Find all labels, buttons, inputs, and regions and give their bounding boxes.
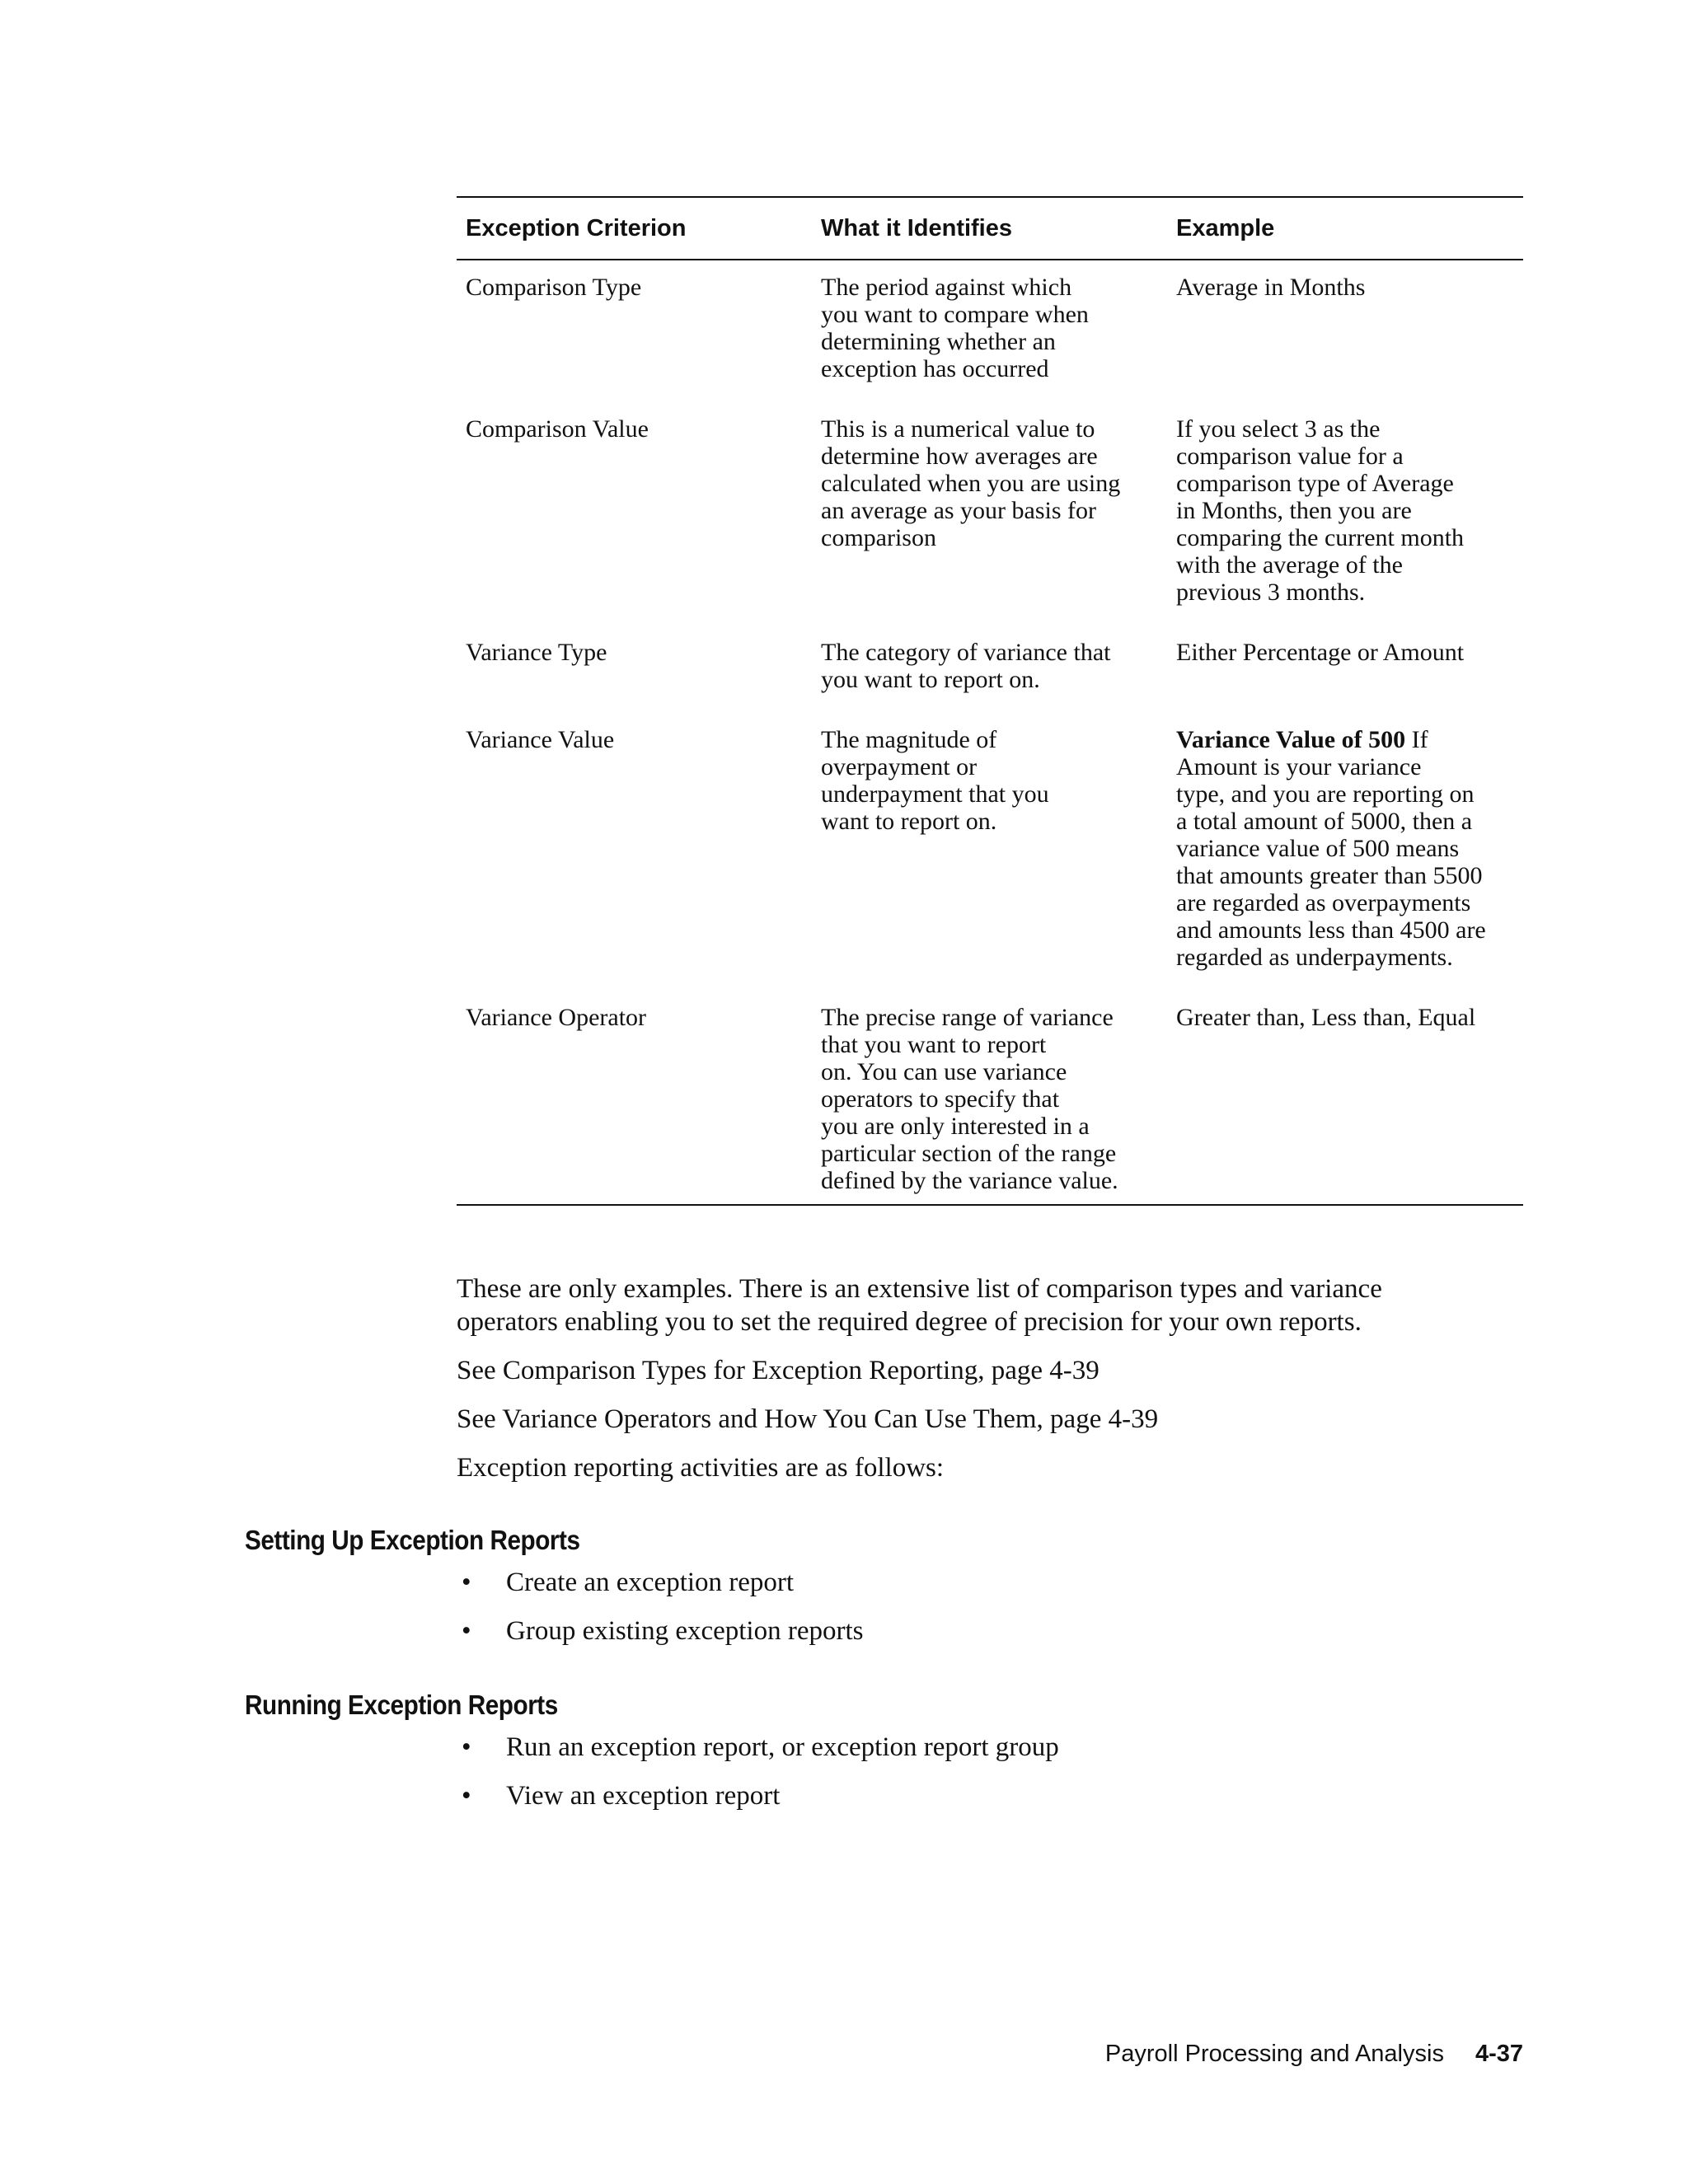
cell-line: on. You can use variance bbox=[821, 1058, 1067, 1085]
cell-line: a total amount of 5000, then a bbox=[1176, 808, 1473, 835]
cell-line: underpayment that you bbox=[821, 780, 1049, 808]
header-example: Example bbox=[1176, 214, 1275, 241]
cell-line: determining whether an bbox=[821, 328, 1056, 355]
intro-paragraph bbox=[457, 1272, 1528, 1338]
cell-line: determine how averages are bbox=[821, 443, 1098, 470]
cell-line: particular section of the range bbox=[821, 1140, 1117, 1167]
bullet-text: Create an exception report bbox=[506, 1568, 795, 1597]
cell-example bbox=[1167, 726, 1523, 971]
cell-line: The magnitude of bbox=[821, 726, 997, 753]
cell-line: previous 3 months. bbox=[1176, 579, 1366, 606]
cell-line: defined by the variance value. bbox=[821, 1167, 1118, 1194]
cell-line: want to report on. bbox=[821, 808, 997, 835]
cell-line: The category of variance that bbox=[821, 639, 1111, 666]
cell-example bbox=[1167, 1004, 1523, 1031]
cell-identifies bbox=[812, 726, 1167, 835]
cell-line: you are only interested in a bbox=[821, 1113, 1090, 1140]
intro-line-2: operators enabling you to set the required degree of precision for your own reports. bbox=[457, 1307, 1362, 1337]
cell-line: Amount is your variance bbox=[1176, 753, 1422, 780]
list-item bbox=[457, 1731, 1059, 1764]
header-exception-criterion: Exception Criterion bbox=[466, 214, 687, 241]
cell-line: you want to compare when bbox=[821, 301, 1089, 328]
cell-identifies bbox=[812, 415, 1167, 551]
cell-criterion: Variance Value bbox=[466, 726, 615, 753]
cell-line: Either Percentage or Amount bbox=[1176, 639, 1465, 666]
table-header-row bbox=[457, 198, 1523, 260]
activities-intro: Exception reporting activities are as follows: bbox=[457, 1453, 945, 1483]
example-bold-lead: Variance Value of 500 bbox=[1176, 726, 1406, 753]
exception-criteria-table bbox=[457, 196, 1523, 1206]
cell-example bbox=[1167, 415, 1523, 606]
cell-line: The period against which bbox=[821, 274, 1072, 301]
bullet-text: View an exception report bbox=[506, 1781, 781, 1811]
cell-identifies bbox=[812, 1004, 1167, 1194]
list-item bbox=[457, 1779, 780, 1812]
bullet-text: Group existing exception reports bbox=[506, 1616, 864, 1646]
cell-criterion: Variance Type bbox=[466, 639, 607, 666]
page-number: 4-37 bbox=[1475, 2041, 1523, 2067]
section-heading-setting-up: Setting Up Exception Reports bbox=[245, 1525, 580, 1555]
cell-line: regarded as underpayments. bbox=[1176, 944, 1453, 971]
table-body bbox=[457, 260, 1523, 1204]
cell-line bbox=[1176, 726, 1517, 753]
cell-criterion: Variance Operator bbox=[466, 1004, 647, 1031]
cell-criterion: Comparison Value bbox=[466, 415, 649, 443]
table-row bbox=[457, 274, 1523, 382]
cell-line: an average as your basis for bbox=[821, 497, 1097, 524]
cell-example bbox=[1167, 274, 1523, 301]
cell-line: variance value of 500 means bbox=[1176, 835, 1460, 862]
cell-line: exception has occurred bbox=[821, 355, 1049, 382]
example-text: If bbox=[1405, 726, 1428, 753]
cell-line: comparing the current month bbox=[1176, 524, 1465, 551]
cell-line: The precise range of variance bbox=[821, 1004, 1114, 1031]
table-row bbox=[457, 1004, 1523, 1194]
cell-line: comparison bbox=[821, 524, 936, 551]
bullet-marker: • bbox=[462, 1568, 471, 1597]
cell-line: If you select 3 as the bbox=[1176, 415, 1381, 443]
cell-line: you want to report on. bbox=[821, 666, 1040, 693]
cell-line: Greater than, Less than, Equal bbox=[1176, 1004, 1476, 1031]
list-item bbox=[457, 1615, 863, 1647]
section-heading-running: Running Exception Reports bbox=[245, 1690, 558, 1720]
cell-line: type, and you are reporting on bbox=[1176, 780, 1475, 808]
cell-line: calculated when you are using bbox=[821, 470, 1121, 497]
cell-line: and amounts less than 4500 are bbox=[1176, 916, 1486, 944]
table-row bbox=[457, 726, 1523, 971]
list-item bbox=[457, 1566, 794, 1599]
cell-line: that amounts greater than 5500 bbox=[1176, 862, 1483, 889]
bullet-marker: • bbox=[462, 1781, 471, 1811]
cell-line: that you want to report bbox=[821, 1031, 1047, 1058]
cell-line: This is a numerical value to bbox=[821, 415, 1095, 443]
cell-criterion: Comparison Type bbox=[466, 274, 642, 301]
table-row bbox=[457, 639, 1523, 693]
see-comparison-types-link[interactable]: See Comparison Types for Exception Reporting, page 4-39 bbox=[457, 1356, 1100, 1385]
bullet-marker: • bbox=[462, 1732, 471, 1762]
cell-line: overpayment or bbox=[821, 753, 978, 780]
cell-identifies bbox=[812, 274, 1167, 382]
cell-identifies bbox=[812, 639, 1167, 693]
cell-line: operators to specify that bbox=[821, 1085, 1060, 1113]
cell-line: in Months, then you are bbox=[1176, 497, 1412, 524]
cell-line: comparison type of Average bbox=[1176, 470, 1454, 497]
cell-line: with the average of the bbox=[1176, 551, 1403, 579]
footer-title: Payroll Processing and Analysis bbox=[1104, 2041, 1444, 2067]
see-variance-operators-link[interactable]: See Variance Operators and How You Can Use Them, page 4-39 bbox=[457, 1404, 1159, 1434]
cell-line: are regarded as overpayments bbox=[1176, 889, 1471, 916]
intro-line-1: These are only examples. There is an extensive list of comparison types and variance bbox=[457, 1274, 1382, 1304]
cell-example bbox=[1167, 639, 1523, 666]
cell-line: Average in Months bbox=[1176, 274, 1366, 301]
bullet-text: Run an exception report, or exception report group bbox=[506, 1732, 1059, 1762]
bullet-marker: • bbox=[462, 1616, 471, 1646]
page-footer bbox=[1105, 2041, 1523, 2068]
header-what-it-identifies: What it Identifies bbox=[821, 214, 1012, 241]
table-row bbox=[457, 415, 1523, 606]
cell-line: comparison value for a bbox=[1176, 443, 1404, 470]
